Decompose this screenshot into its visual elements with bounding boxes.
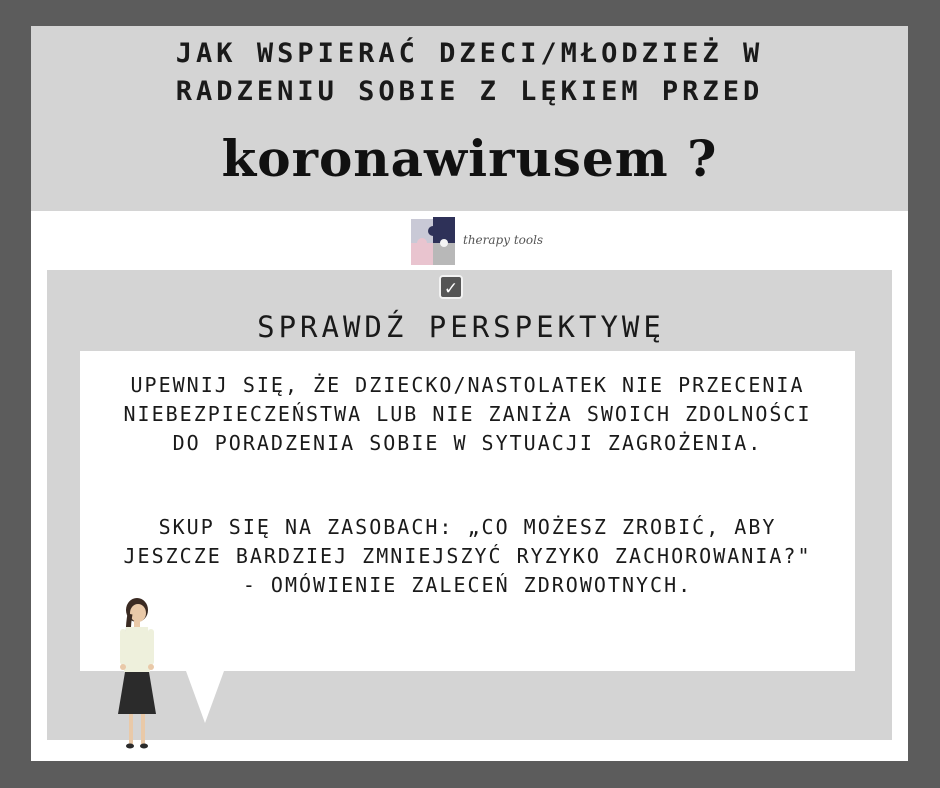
title-keyword: koronawirusem ? <box>221 129 718 188</box>
woman-figure-icon <box>108 596 168 756</box>
logo-text: therapy tools <box>463 233 544 247</box>
puzzle-logo-icon <box>407 211 463 269</box>
therapy-tools-logo <box>407 211 567 271</box>
checkbox-icon: ✓ <box>439 275 463 299</box>
section-title: SPRAWDŹ PERSPEKTYWĘ <box>257 310 665 344</box>
title-line-1: JAK WSPIERAĆ DZECI/MŁODZIEŻ W <box>175 38 764 69</box>
paragraph-check-perspective: UPEWNIJ SIĘ, ŻE DZIECKO/NASTOLATEK NIE PRZECENIA NIEBEZPIECZEŃSTWA LUB NIE ZANIŻA SWOICH ZDOLNOŚCI DO PORADZENIA SOBIE W SYTUACJI ZAGROŻENIA. <box>123 373 812 455</box>
speech-bubble <box>80 351 855 671</box>
header-banner <box>31 26 908 211</box>
paragraph-focus-resources: SKUP SIĘ NA ZASOBACH: „CO MOŻESZ ZROBIĆ, ABY JESZCZE BARDZIEJ ZMNIEJSZYĆ RYZYKO ZACHOROWANIA?" - OMÓWIENIE ZALECEŃ ZDROWOTNYCH. <box>123 515 812 597</box>
speech-bubble-tail <box>186 671 224 723</box>
title-line-2: RADZENIU SOBIE Z LĘKIEM PRZED <box>175 76 764 107</box>
